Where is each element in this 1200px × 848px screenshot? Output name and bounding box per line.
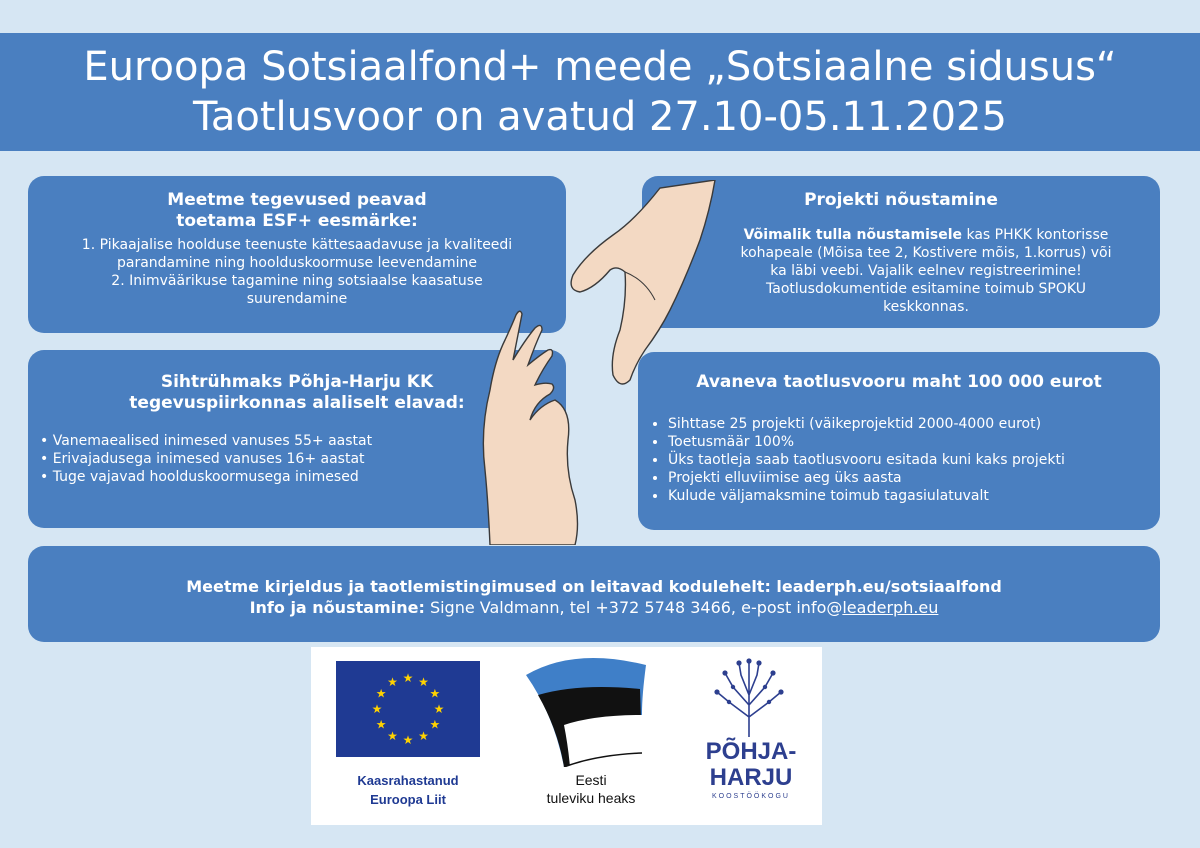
eu-star-icon: ★ (418, 728, 429, 743)
page-subtitle: Taotlusvoor on avatud 27.10-05.11.2025 (193, 94, 1007, 140)
goals-heading (28, 176, 566, 232)
volume-item: • Toetusmäär 100% (668, 433, 1160, 451)
advice-text (702, 226, 1150, 316)
goal-item-1-line2: parandamine ning hoolduskoormuse leevendamine (116, 255, 477, 271)
eu-star-icon: ★ (375, 717, 387, 732)
eu-star-icon: ★ (429, 686, 441, 701)
eu-caption-line1: Kaasrahastanud (357, 773, 459, 788)
info-line-1: Meetme kirjeldus ja taotlemistingimused on leitavad kodulehelt: leaderph.eu/sotsiaalfond (186, 577, 1002, 596)
target-item: • Vanemaealised inimesed vanuses 55+ aastat (40, 433, 373, 449)
target-item: • Erivajadusega inimesed vanuses 16+ aastat (40, 451, 365, 467)
eu-flag-logo (336, 661, 480, 757)
estonia-caption-line2: tuleviku heaks (546, 790, 636, 806)
eu-star-icon: ★ (387, 675, 398, 690)
estonia-caption (521, 771, 661, 807)
eu-star-icon: ★ (418, 675, 429, 690)
page-title: Euroopa Sotsiaalfond+ meede „Sotsiaalne sidusus“ (83, 44, 1117, 90)
volume-list (648, 415, 1160, 505)
volume-heading: Avaneva taotlusvooru maht 100 000 eurot (696, 372, 1102, 392)
volume-item: • Sihttase 25 projekti (väikeprojektid 2000-4000 eurot) (668, 415, 1160, 433)
info-label: Info ja nõustamine: (249, 598, 425, 617)
pohja-harju-tree-icon (709, 657, 789, 737)
goal-item-2-line1: 2. Inimväärikuse tagamine ning sotsiaalse kaasatuse (111, 273, 483, 289)
volume-item: • Projekti elluviimise aeg üks aasta (668, 469, 1160, 487)
advice-line4: Taotlusdokumentide esitamine toimub SPOKU (766, 281, 1086, 297)
pohja-harju-wordmark (691, 739, 811, 803)
target-heading-line2: tegevuspiirkonnas alaliselt elavad: (129, 393, 465, 413)
target-heading-line1: Sihtrühmaks Põhja-Harju KK (160, 372, 434, 392)
eu-star-icon: ★ (371, 702, 383, 716)
goal-item-2-line2: suurendamine (246, 291, 348, 307)
pohja-harju-line1: PÕHJA- (705, 738, 797, 765)
info-contact: Signe Valdmann, tel +372 5748 3466, e-post info@ (429, 598, 843, 617)
eu-star-icon: ★ (402, 671, 414, 685)
goal-item-1-line1: 1. Pikaajalise hoolduse teenuste kättesaadavuse ja kvaliteedi (81, 237, 513, 253)
eu-star-icon: ★ (402, 733, 414, 747)
advice-lead: Võimalik tulla nõustamisele (743, 227, 963, 243)
target-item: • Tuge vajavad hoolduskoormusega inimesed (40, 469, 359, 485)
goals-heading-line2: toetama ESF+ eesmärke: (176, 211, 418, 231)
estonia-flag-logo (524, 655, 656, 767)
lower-hand-illustration (480, 300, 600, 545)
info-box (28, 546, 1160, 642)
eu-star-icon: ★ (375, 686, 387, 701)
eu-caption (316, 771, 500, 809)
info-line-2 (28, 597, 1160, 618)
eu-star-icon: ★ (433, 702, 445, 716)
logos-panel (311, 647, 822, 825)
eu-star-icon: ★ (429, 717, 441, 732)
advice-line3: ka läbi veebi. Vajalik eelnev registreerimine! (770, 263, 1082, 279)
advice-text-part1: kas PHKK kontorisse (966, 227, 1109, 243)
volume-item: • Kulude väljamaksmine toimub tagasiulatuvalt (668, 487, 1160, 505)
estonia-white-band (564, 715, 642, 767)
volume-item: • Üks taotleja saab taotlusvooru esitada kuni kaks projekti (668, 451, 1160, 469)
header-banner (0, 33, 1200, 151)
estonia-caption-line1: Eesti (575, 772, 607, 788)
eu-star-icon: ★ (387, 728, 398, 743)
advice-line5: keskkonnas. (883, 299, 969, 315)
info-link[interactable]: leaderph.eu (842, 598, 939, 617)
lower-hand-shape (483, 311, 577, 545)
eu-caption-line2: Euroopa Liit (370, 792, 446, 807)
goals-list (28, 236, 566, 308)
advice-heading: Projekti nõustamine (804, 190, 998, 210)
goals-heading-line1: Meetme tegevused peavad (167, 190, 427, 210)
advice-line2: kohapeale (Mõisa tee 2, Kostivere mõis, 1.korrus) või (740, 245, 1112, 261)
pohja-harju-line2: HARJU (709, 764, 793, 791)
pohja-harju-line3: KOOSTÖÖKOGU (711, 793, 790, 800)
